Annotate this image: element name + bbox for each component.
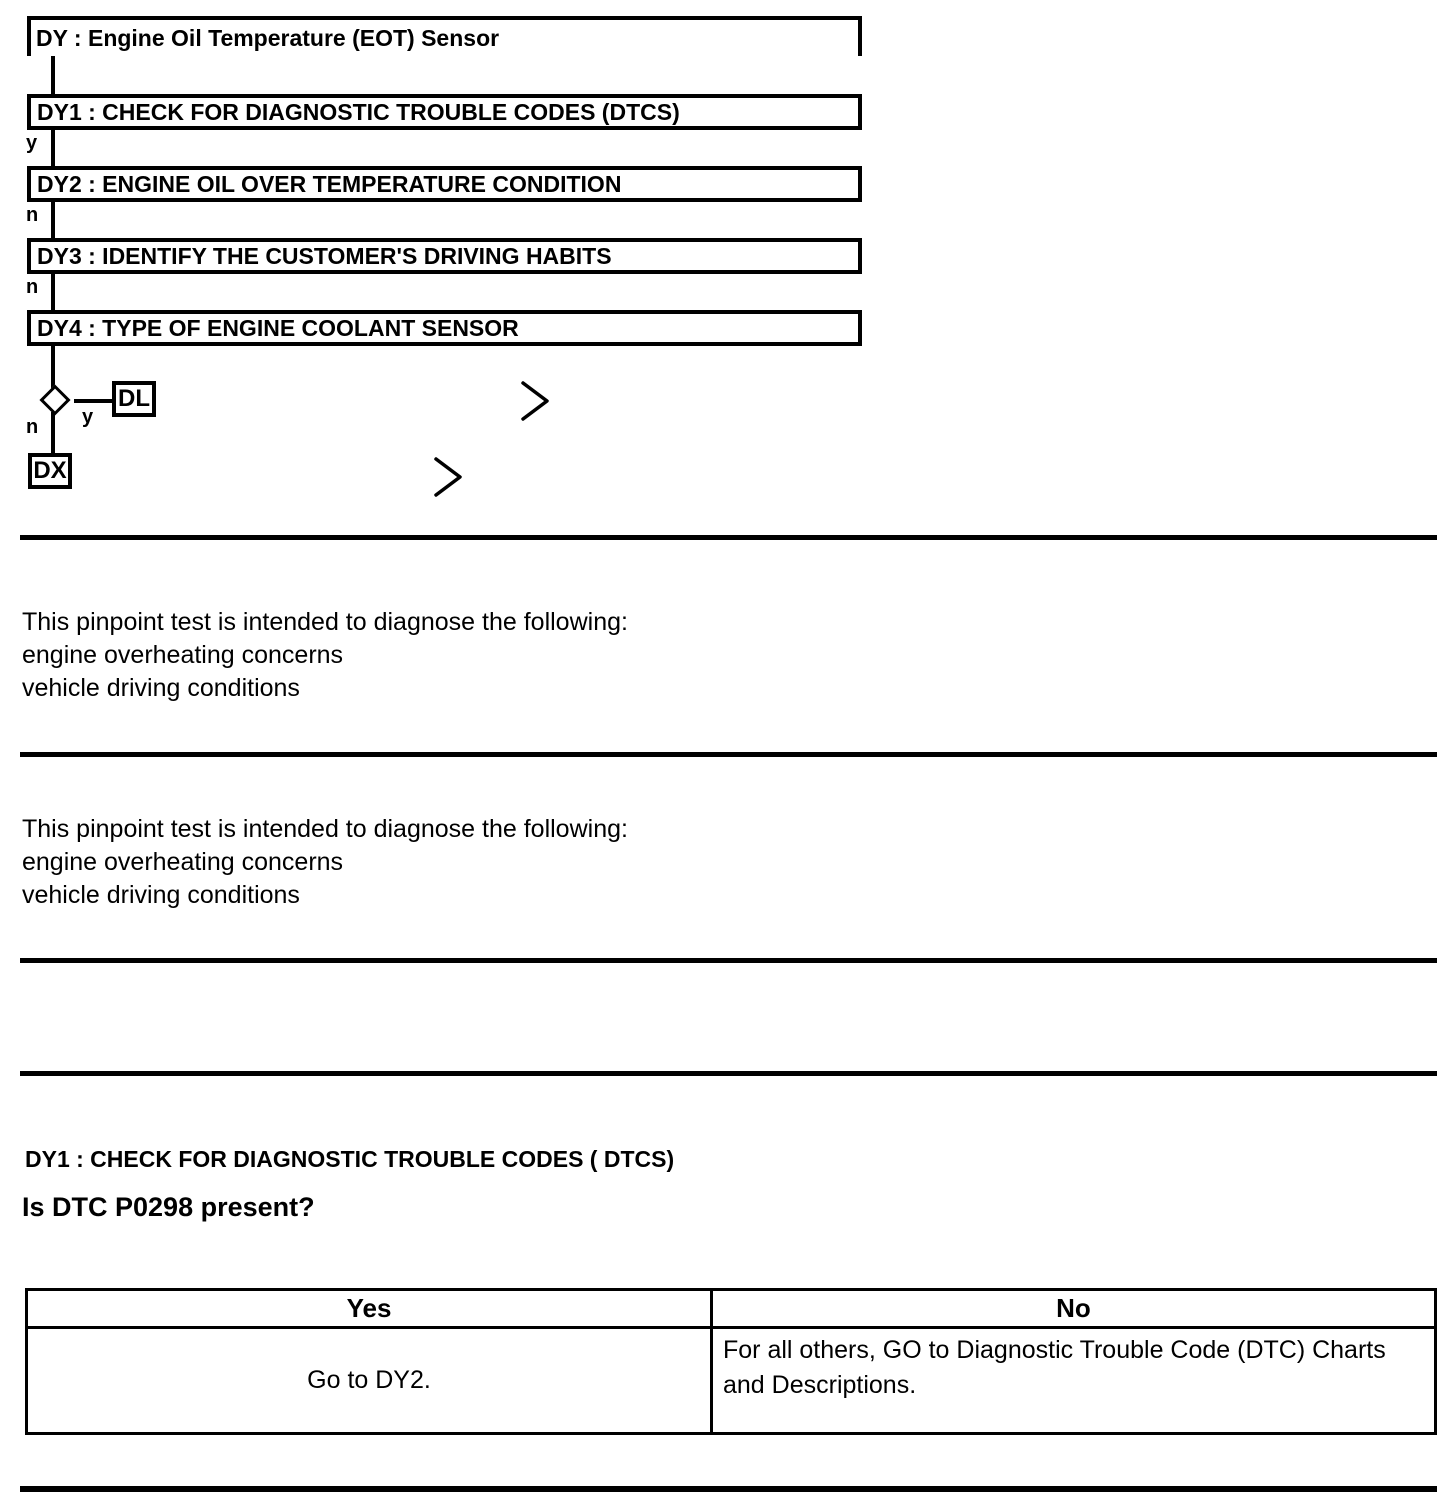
yes-column-header: Yes bbox=[27, 1290, 712, 1328]
flow-node-dx bbox=[28, 453, 72, 489]
flow-node-label: DX bbox=[33, 457, 67, 484]
flow-node-dy2 bbox=[27, 166, 862, 202]
section-divider bbox=[20, 958, 1437, 963]
section-divider bbox=[20, 752, 1437, 757]
chevron-right-icon bbox=[520, 380, 552, 422]
section-divider bbox=[20, 1071, 1437, 1076]
intro-paragraph bbox=[22, 606, 628, 705]
paragraph-line: engine overheating concerns bbox=[22, 641, 344, 669]
flow-node-label: DY3 : IDENTIFY THE CUSTOMER'S DRIVING HABITS bbox=[37, 242, 612, 269]
connector-line bbox=[51, 202, 55, 238]
step-question: Is DTC P0298 present? bbox=[22, 1192, 315, 1222]
paragraph-line: engine overheating concerns bbox=[22, 848, 344, 876]
decision-no-label: n bbox=[26, 416, 39, 438]
connector-line bbox=[74, 399, 114, 403]
chevron-right-icon bbox=[433, 456, 465, 498]
decision-diamond bbox=[39, 384, 70, 415]
connector-line bbox=[51, 412, 55, 454]
yes-no-table bbox=[25, 1288, 1437, 1435]
connector-line bbox=[51, 56, 55, 94]
section-divider bbox=[20, 535, 1437, 540]
section-divider bbox=[20, 1486, 1437, 1492]
flow-node-dy3 bbox=[27, 238, 862, 274]
branch-label-n: n bbox=[26, 276, 39, 298]
paragraph-line: This pinpoint test is intended to diagnose the following: bbox=[22, 608, 628, 636]
step-heading: DY1 : CHECK FOR DIAGNOSTIC TROUBLE CODES ( DTCS) bbox=[25, 1146, 675, 1172]
flow-node-dl bbox=[112, 381, 156, 417]
no-column-header: No bbox=[712, 1290, 1436, 1328]
paragraph-line: vehicle driving conditions bbox=[22, 881, 300, 909]
branch-label-y: y bbox=[26, 132, 38, 154]
table-header-row bbox=[27, 1290, 1436, 1328]
flowchart-title: DY : Engine Oil Temperature (EOT) Sensor bbox=[36, 24, 500, 51]
table-row bbox=[27, 1328, 1436, 1434]
branch-label-n: n bbox=[26, 204, 39, 226]
flow-node-label: DY4 : TYPE OF ENGINE COOLANT SENSOR bbox=[37, 314, 519, 341]
flow-node-dy4 bbox=[27, 310, 862, 346]
paragraph-line: vehicle driving conditions bbox=[22, 674, 300, 702]
flow-node-label: DY1 : CHECK FOR DIAGNOSTIC TROUBLE CODES (DTCS) bbox=[37, 98, 680, 125]
flow-node-dy1 bbox=[27, 94, 862, 130]
decision-yes-label: y bbox=[82, 406, 94, 428]
intro-paragraph bbox=[22, 813, 628, 912]
no-action-cell: For all others, GO to Diagnostic Trouble Code (DTC) Charts and Descriptions. bbox=[712, 1328, 1436, 1434]
flowchart-title-box bbox=[27, 16, 862, 56]
flow-node-label: DL bbox=[118, 385, 150, 412]
yes-action-cell: Go to DY2. bbox=[27, 1328, 712, 1434]
flow-node-label: DY2 : ENGINE OIL OVER TEMPERATURE CONDITION bbox=[37, 170, 622, 197]
paragraph-line: This pinpoint test is intended to diagnose the following: bbox=[22, 815, 628, 843]
connector-line bbox=[51, 130, 55, 166]
connector-line bbox=[51, 274, 55, 310]
